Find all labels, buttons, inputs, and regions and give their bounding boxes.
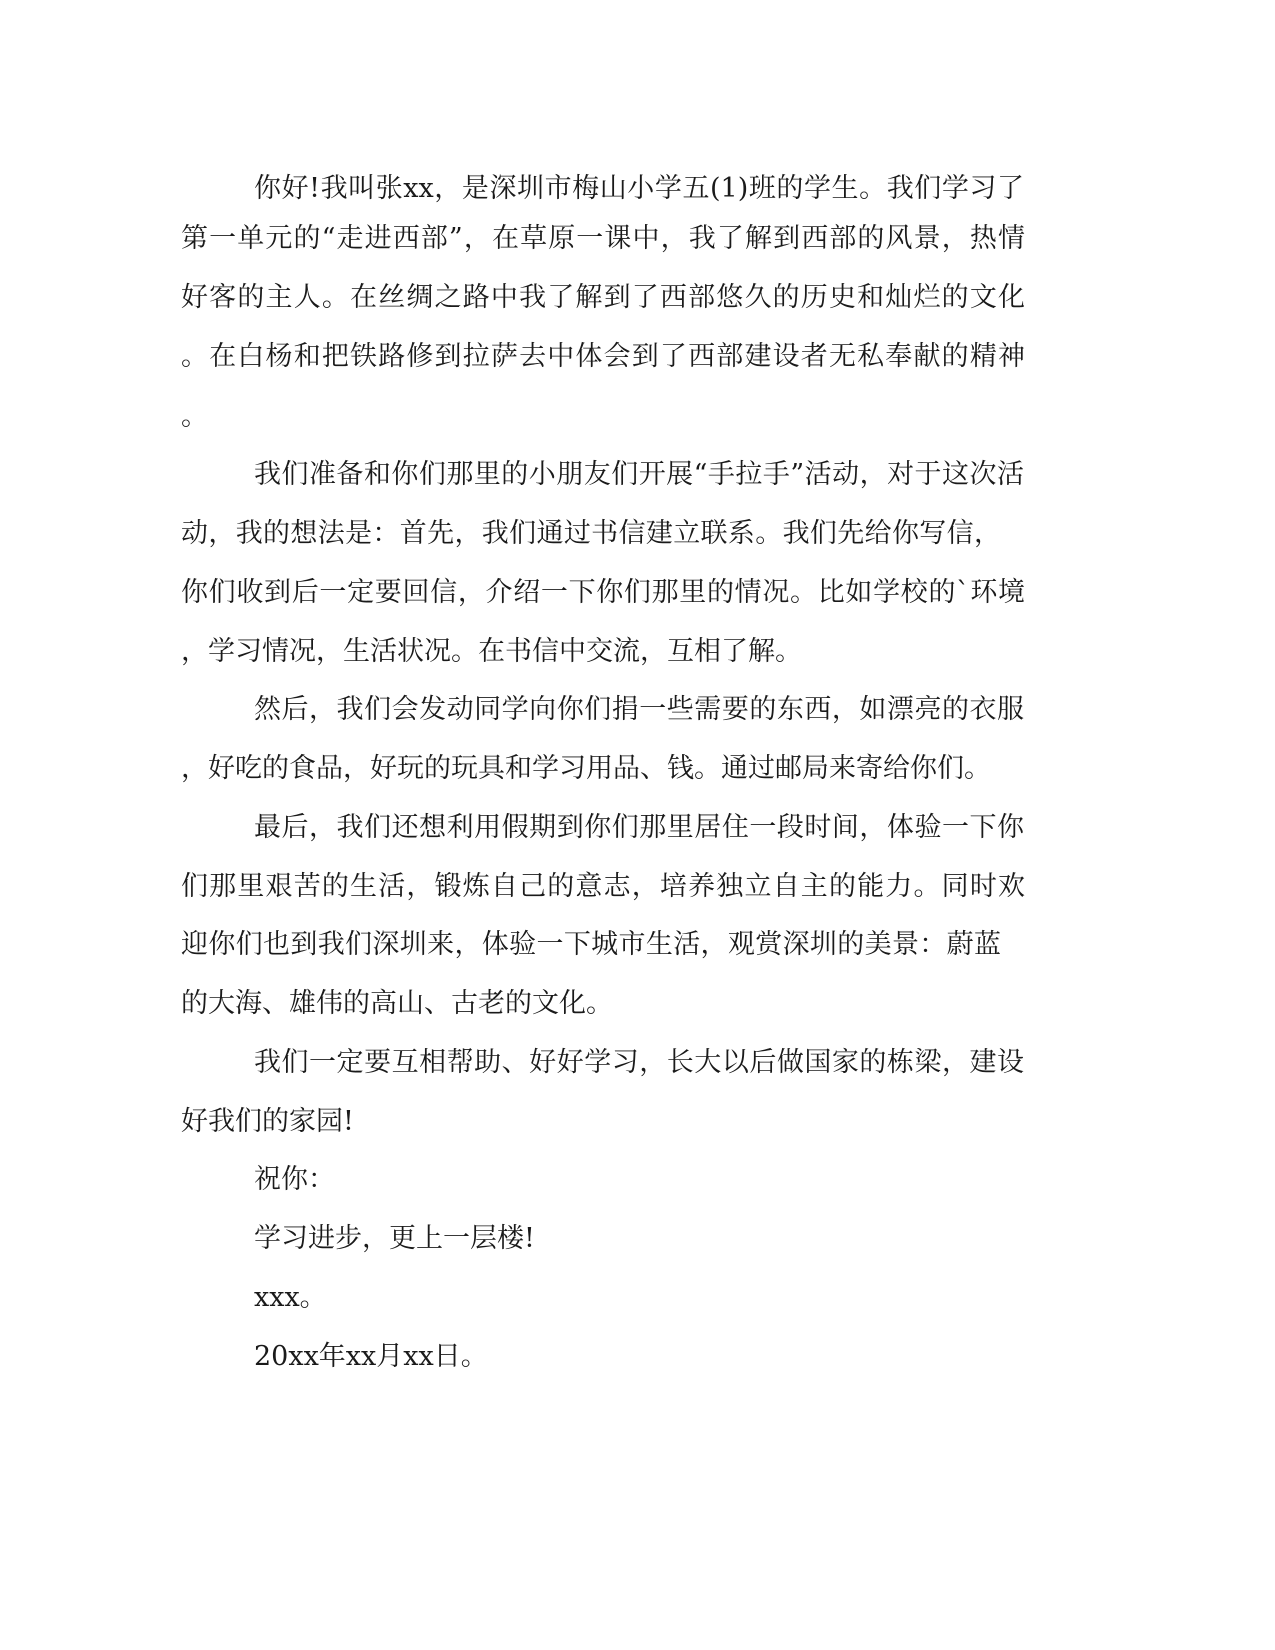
line-text: 你好!我叫张xx，是深圳市梅山小学五(1)班的学生。我们学习了 <box>254 173 1024 204</box>
paragraph-3-line-1 <box>0 690 1275 730</box>
line-text: 。在白杨和把铁路修到拉萨去中体会到了西部建设者无私奉献的精神 <box>181 341 1025 372</box>
closing-wish <box>0 1219 1275 1259</box>
closing-wish-text: 学习进步，更上一层楼! <box>254 1223 535 1254</box>
signature-text: xxx。 <box>254 1282 327 1313</box>
line-text: 们那里艰苦的生活，锻炼自己的意志，培养独立自主的能力。同时欢 <box>181 871 1025 902</box>
line-text: 好客的主人。在丝绸之路中我了解到了西部悠久的历史和灿烂的文化 <box>181 282 1025 313</box>
paragraph-1-line-2 <box>0 219 1275 259</box>
line-text: 我们一定要互相帮助、好好学习，长大以后做国家的栋梁，建设 <box>254 1047 1024 1078</box>
paragraph-4-line-1 <box>0 808 1275 848</box>
line-text: 的大海、雄伟的高山、古老的文化。 <box>181 988 613 1019</box>
closing-salutation <box>0 1160 1275 1200</box>
paragraph-1-line-3 <box>0 278 1275 318</box>
line-text: 。 <box>181 401 208 432</box>
line-text: ，学习情况，生活状况。在书信中交流，互相了解。 <box>181 636 802 667</box>
paragraph-2-line-3 <box>0 573 1275 613</box>
line-text: ，好吃的食品，好玩的玩具和学习用品、钱。通过邮局来寄给你们。 <box>181 753 991 784</box>
line-text: 好我们的家园! <box>181 1106 354 1137</box>
signature <box>0 1278 1275 1318</box>
paragraph-2-line-2 <box>0 514 1275 554</box>
line-text: 你们收到后一定要回信，介绍一下你们那里的情况。比如学校的`环境 <box>181 577 1025 608</box>
line-text: 迎你们也到我们深圳来，体验一下城市生活，观赏深圳的美景：蔚蓝 <box>181 929 1001 960</box>
paragraph-4-line-3 <box>0 925 1275 965</box>
paragraph-1-line-5 <box>0 397 1275 437</box>
paragraph-1-line-1 <box>0 169 1275 209</box>
line-text: 最后，我们还想利用假期到你们那里居住一段时间，体验一下你 <box>254 812 1024 843</box>
paragraph-5-line-1 <box>0 1043 1275 1083</box>
paragraph-4-line-4 <box>0 984 1275 1024</box>
paragraph-5-line-2 <box>0 1102 1275 1142</box>
line-text: 然后，我们会发动同学向你们捐一些需要的东西，如漂亮的衣服 <box>254 694 1024 725</box>
paragraph-3-line-2 <box>0 749 1275 789</box>
paragraph-4-line-2 <box>0 867 1275 907</box>
date <box>0 1337 1275 1377</box>
date-text: 20xx年xx月xx日。 <box>254 1341 488 1372</box>
paragraph-2-line-1 <box>0 455 1275 495</box>
line-text: 我们准备和你们那里的小朋友们开展“手拉手”活动，对于这次活 <box>254 459 1024 490</box>
line-text: 第一单元的“走进西部”，在草原一课中，我了解到西部的风景，热情 <box>181 223 1025 254</box>
closing-salutation-text: 祝你： <box>254 1164 335 1195</box>
line-text: 动，我的想法是：首先，我们通过书信建立联系。我们先给你写信， <box>181 518 1001 549</box>
paragraph-2-line-4 <box>0 632 1275 672</box>
paragraph-1-line-4 <box>0 337 1275 377</box>
